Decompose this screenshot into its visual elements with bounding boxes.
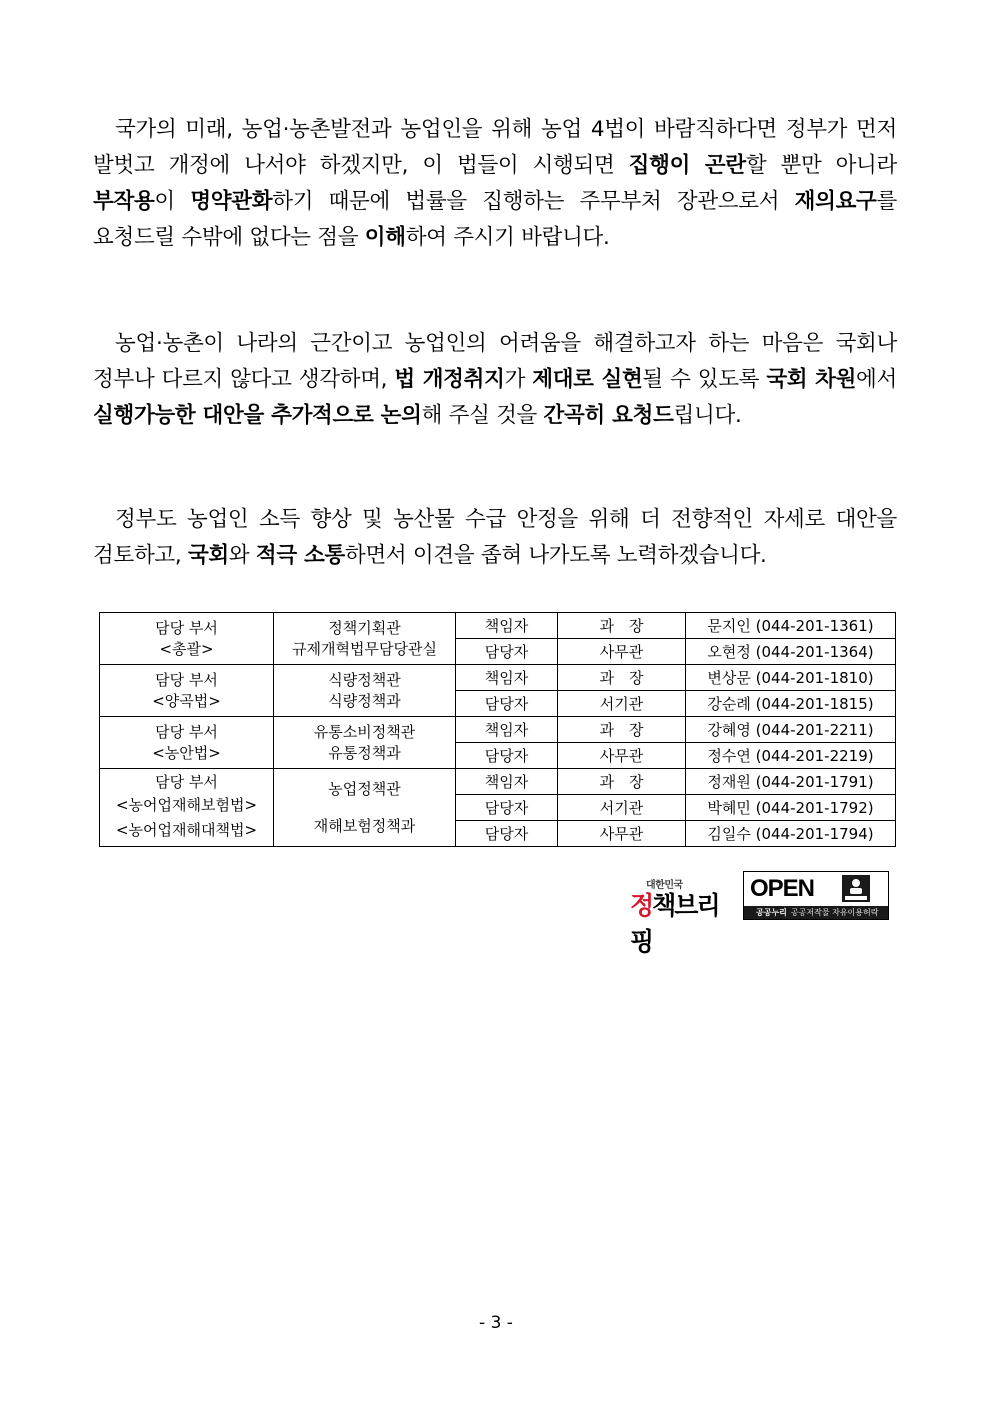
text-segment: 농업·농촌이 나라의 근간이고 농업인의 어려움을 해결하고자 하는 마음은 국회나 정부나 다르지 않다고 생각하며,: [93, 331, 897, 392]
dept-law: <양곡법>: [152, 691, 221, 710]
role-cell: 담당자: [456, 821, 558, 847]
office-name: 정책기획관: [328, 618, 401, 637]
text-segment: 국가의 미래, 농업·농촌발전과 농업인을 위해 농업 4법이 바람직하다면 정부가 먼저 발벗고 개정에 나서야 하겠지만, 이 법들이 시행되면: [93, 117, 897, 178]
office-cell: [274, 769, 456, 847]
name-cell: 강혜영 (044-201-2211): [686, 717, 896, 743]
dept-cell: [100, 769, 274, 847]
name-cell: 문지인 (044-201-1361): [686, 613, 896, 639]
paragraph-1: [93, 112, 897, 256]
role-cell: 책임자: [456, 613, 558, 639]
dept-label: 담당 부서: [155, 618, 218, 637]
office-cell: [274, 613, 456, 665]
bold-text: 법 개정취지: [394, 367, 505, 392]
table-row: [100, 665, 896, 691]
text-segment: 를 요청드릴 수밖에 없다는 점을: [93, 189, 897, 250]
office-name: 유통소비정책관: [313, 722, 416, 741]
text-segment: 이: [154, 189, 191, 214]
bold-text: 이해: [364, 225, 406, 250]
title-cell: 서기관: [558, 691, 686, 717]
text-segment: 하기 때문에 법률을 집행하는 주무부처 장관으로서: [272, 189, 795, 214]
dept-cell: [100, 665, 274, 717]
dept-law: <농안법>: [152, 743, 221, 762]
nuri-desc: 공공저작물 자유이용허락: [790, 908, 879, 917]
dept-cell: [100, 717, 274, 769]
bold-text: 국회 차원: [766, 367, 857, 392]
title-cell: 과 장: [558, 717, 686, 743]
briefing-rest-text: 책브리핑: [630, 891, 719, 956]
bold-text: 집행이 곤란: [628, 153, 746, 178]
table-row: [100, 613, 896, 639]
title-cell: 사무관: [558, 743, 686, 769]
text-segment: 될 수 있도록: [642, 367, 767, 392]
title-cell: 사무관: [558, 639, 686, 665]
title-cell: 서기관: [558, 795, 686, 821]
bold-text: 간곡히 요청드: [543, 403, 674, 428]
bold-text: 국회: [187, 543, 229, 568]
name-cell: 오현정 (044-201-1364): [686, 639, 896, 665]
office-name: 식량정책과: [328, 691, 401, 710]
role-cell: 담당자: [456, 691, 558, 717]
briefing-small-text: 대한민국: [646, 880, 683, 891]
dept-cell: [100, 613, 274, 665]
open-license-logo: [743, 871, 889, 920]
attribution-icon: [842, 875, 870, 902]
role-cell: 담당자: [456, 743, 558, 769]
briefing-red-char: 정: [630, 891, 653, 920]
nuri-bar: [744, 906, 888, 919]
office-name: 농업정책관: [328, 779, 401, 798]
title-cell: 과 장: [558, 613, 686, 639]
name-cell: 정수연 (044-201-2219): [686, 743, 896, 769]
office-cell: [274, 717, 456, 769]
table-row: [100, 717, 896, 743]
text-segment: 가: [504, 367, 533, 392]
text-segment: 해 주실 것을: [421, 403, 544, 428]
open-text: OPEN: [750, 875, 815, 902]
text-segment: 에서: [856, 367, 897, 392]
dept-law: <총괄>: [159, 639, 214, 658]
name-cell: 변상문 (044-201-1810): [686, 665, 896, 691]
name-cell: 김일수 (044-201-1794): [686, 821, 896, 847]
dept-label: 담당 부서: [155, 773, 218, 791]
role-cell: 담당자: [456, 795, 558, 821]
office-name: 재해보험정책과: [313, 816, 416, 835]
bold-text: 부작용: [93, 189, 155, 214]
title-cell: 사무관: [558, 821, 686, 847]
office-name: 규제개혁법무담당관실: [292, 639, 437, 658]
name-cell: 정재원 (044-201-1791): [686, 769, 896, 795]
title-cell: 과 장: [558, 665, 686, 691]
bold-text: 제대로 실현: [532, 367, 643, 392]
text-segment: 하면서 이견을 좁혀 나가도록 노력하겠습니다.: [344, 543, 767, 568]
paragraph-2: [93, 326, 897, 434]
table-row: [100, 769, 896, 795]
briefing-big-text: [630, 886, 734, 958]
person-icon: [842, 875, 870, 902]
office-name: 식량정책관: [328, 670, 401, 689]
page-number: - 3 -: [479, 1313, 513, 1333]
dept-law: <농어업재해보험법>: [115, 796, 258, 814]
dept-label: 담당 부서: [155, 670, 218, 689]
role-cell: 책임자: [456, 665, 558, 691]
dept-label: 담당 부서: [155, 722, 218, 741]
text-segment: 할 뿐만 아니라: [745, 153, 897, 178]
nuri-label: 공공누리: [756, 908, 787, 917]
bold-text: 실행가능한 대안을 추가적으로 논의: [93, 403, 422, 428]
policy-briefing-logo: [628, 871, 734, 956]
role-cell: 책임자: [456, 769, 558, 795]
bold-text: 명약관화: [190, 189, 273, 214]
text-segment: 립니다.: [673, 403, 742, 428]
bold-text: 재의요구: [794, 189, 877, 214]
role-cell: 담당자: [456, 639, 558, 665]
text-segment: 와: [228, 543, 256, 568]
contacts-table: [99, 612, 896, 847]
role-cell: 책임자: [456, 717, 558, 743]
logos: [628, 871, 888, 956]
text-segment: 정부도 농업인 소득 향상 및 농산물 수급 안정을 위해 더 전향적인 자세로 대안을 검토하고,: [93, 507, 897, 568]
dept-law: <농어업재해대책법>: [115, 821, 258, 839]
office-name: 유통정책과: [328, 743, 401, 762]
name-cell: 강순례 (044-201-1815): [686, 691, 896, 717]
bold-text: 적극 소통: [255, 543, 345, 568]
title-cell: 과 장: [558, 769, 686, 795]
text-segment: 하여 주시기 바랍니다.: [405, 225, 610, 250]
name-cell: 박혜민 (044-201-1792): [686, 795, 896, 821]
paragraph-3: [93, 502, 897, 574]
office-cell: [274, 665, 456, 717]
